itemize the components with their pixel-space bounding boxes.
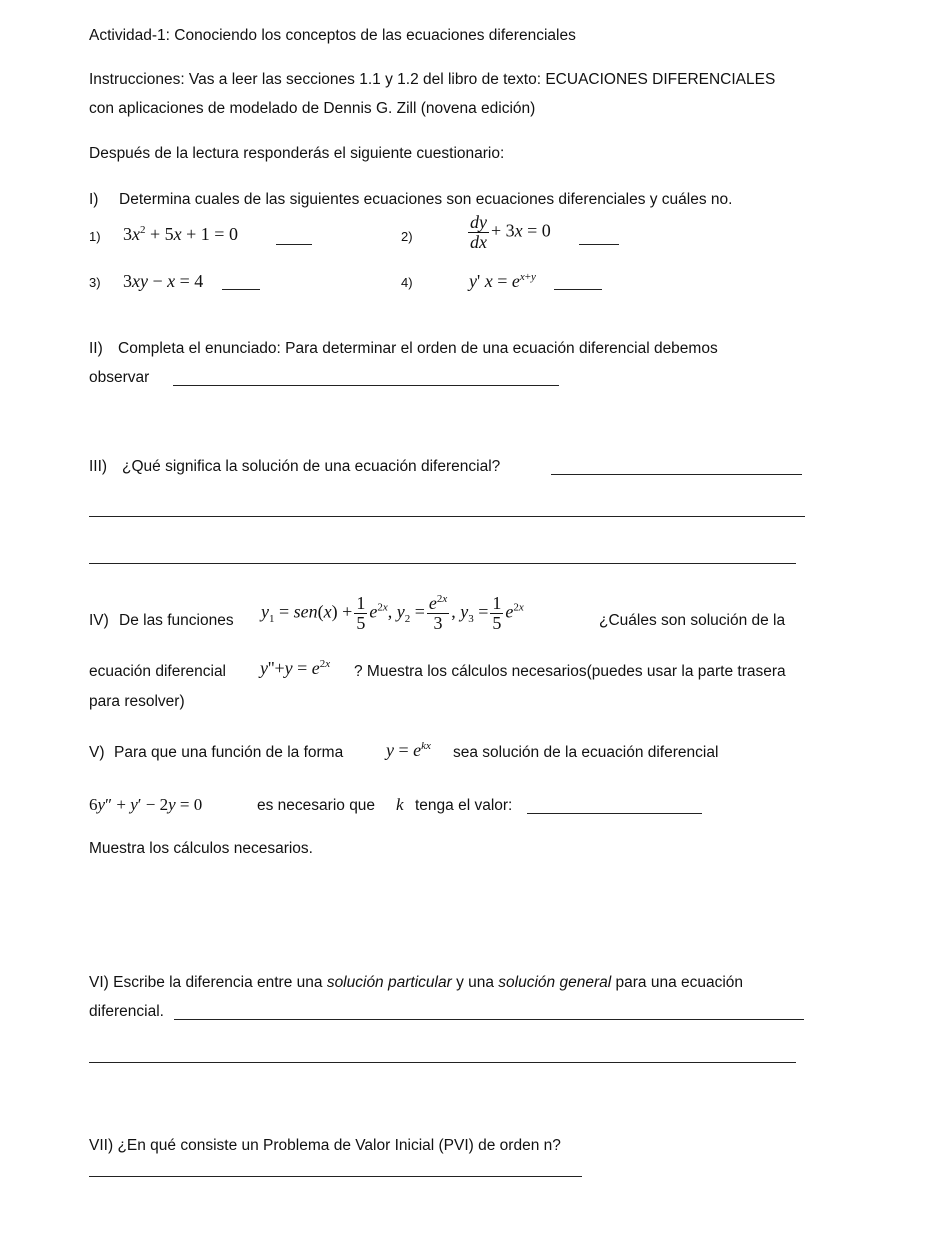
q1-answer-blank-4[interactable] bbox=[554, 289, 602, 290]
q4-label: IV) bbox=[89, 612, 109, 629]
q4-functions: $y_1 = sen(x)$ + $\frac{1}{5}$ $e^{2x}$, $y_2$ = $\frac{e^{2x}}{3}$ , $y_3$ = $\frac{1}{5}$ $e^{2x}$ bbox=[261, 593, 524, 633]
q4-line-2-end: ? Muestra los cálculos necesarios(puedes usar la parte trasera bbox=[354, 663, 786, 680]
q5-lead: Para que una función de la forma bbox=[114, 744, 344, 761]
q1-item-1-number: 1) bbox=[89, 229, 101, 244]
q6-mid: y una bbox=[456, 974, 494, 991]
q1-equation-1: $3x^2 + 5x + 1 = 0$ bbox=[123, 224, 238, 244]
q6-answer-blank-1[interactable] bbox=[174, 1019, 804, 1020]
q6-term-general: solución general bbox=[498, 974, 612, 991]
q6-post: para una ecuación bbox=[615, 974, 744, 991]
q7-line bbox=[89, 1137, 561, 1155]
q4-line-3: para resolver) bbox=[89, 693, 185, 710]
instructions-line-2: con aplicaciones de modelado de Dennis G. Zill (novena edición) bbox=[89, 100, 536, 117]
q2-line-1: Completa el enunciado: Para determinar el orden de una ecuación diferencial debemos bbox=[118, 340, 718, 357]
q6-answer-blank-2[interactable] bbox=[89, 1062, 796, 1063]
q1-answer-blank-3[interactable] bbox=[222, 289, 260, 290]
q6-term-particular: solución particular bbox=[326, 974, 452, 991]
q4-differential-equation: $y''+y = e^{2x}$ bbox=[260, 658, 331, 678]
q5-line-3: Muestra los cálculos necesarios. bbox=[89, 840, 313, 857]
q1-item-2-number: 2) bbox=[401, 229, 413, 244]
q5-tail: sea solución de la ecuación diferencial bbox=[453, 744, 719, 761]
q6-label: VI) bbox=[89, 974, 109, 991]
q1-item-4-number: 4) bbox=[401, 275, 413, 290]
page-title: Actividad-1: Conociendo los conceptos de las ecuaciones diferenciales bbox=[89, 27, 576, 44]
q7-answer-blank[interactable] bbox=[89, 1176, 582, 1177]
instructions-line-1: Instrucciones: Vas a leer las secciones 1.1 y 1.2 del libro de texto: ECUACIONES DIFERENCIALES bbox=[89, 71, 776, 88]
q7-prompt: ¿En qué consiste un Problema de Valor Inicial (PVI) de orden n? bbox=[117, 1137, 561, 1154]
q1-equation-4: y' $x = e^{x+y}$ bbox=[469, 271, 536, 291]
q5-line-2-start: es necesario que bbox=[257, 797, 376, 814]
q2-answer-blank[interactable] bbox=[173, 385, 559, 386]
q3-prompt: ¿Qué significa la solución de una ecuación diferencial? bbox=[122, 458, 501, 475]
q3-label: III) bbox=[89, 458, 108, 475]
q3-answer-blank-3[interactable] bbox=[89, 563, 796, 564]
q2-label: II) bbox=[89, 340, 103, 357]
q5-function-form: $y = e^{kx}$ bbox=[386, 740, 431, 760]
q4-tail: ¿Cuáles son solución de la bbox=[599, 612, 786, 629]
q5-answer-blank[interactable] bbox=[527, 813, 702, 814]
q5-line-2-end: tenga el valor: bbox=[415, 797, 513, 814]
q5-differential-equation: 6y″ + y′ − 2y = 0 bbox=[89, 795, 203, 814]
q5-label: V) bbox=[89, 744, 105, 761]
q3-answer-blank-1[interactable] bbox=[551, 474, 802, 475]
q4-line-2-start: ecuación diferencial bbox=[89, 663, 227, 680]
q2-line-2: observar bbox=[89, 369, 150, 386]
q6-pre: Escribe la diferencia entre una bbox=[113, 974, 323, 991]
q1-label: I) bbox=[89, 191, 99, 208]
after-reading-text: Después de la lectura responderás el siguiente cuestionario: bbox=[89, 145, 505, 162]
q6-line-1 bbox=[89, 974, 743, 992]
q7-label: VII) bbox=[89, 1137, 114, 1154]
q1-equation-3: 3xy − x = 4 bbox=[123, 271, 204, 291]
q3-answer-blank-2[interactable] bbox=[89, 516, 805, 517]
q1-equation-2: $\frac{dy}{dx}$ + 3x = 0 bbox=[470, 212, 551, 252]
q1-item-3-number: 3) bbox=[89, 275, 101, 290]
q1-prompt: Determina cuales de las siguientes ecuaciones son ecuaciones diferenciales y cuáles no. bbox=[119, 191, 733, 208]
q6-line-2: diferencial. bbox=[89, 1003, 164, 1020]
q1-answer-blank-1[interactable] bbox=[276, 244, 312, 245]
q5-k-variable: k bbox=[396, 795, 404, 814]
q4-lead: De las funciones bbox=[119, 612, 234, 629]
q1-answer-blank-2[interactable] bbox=[579, 244, 619, 245]
